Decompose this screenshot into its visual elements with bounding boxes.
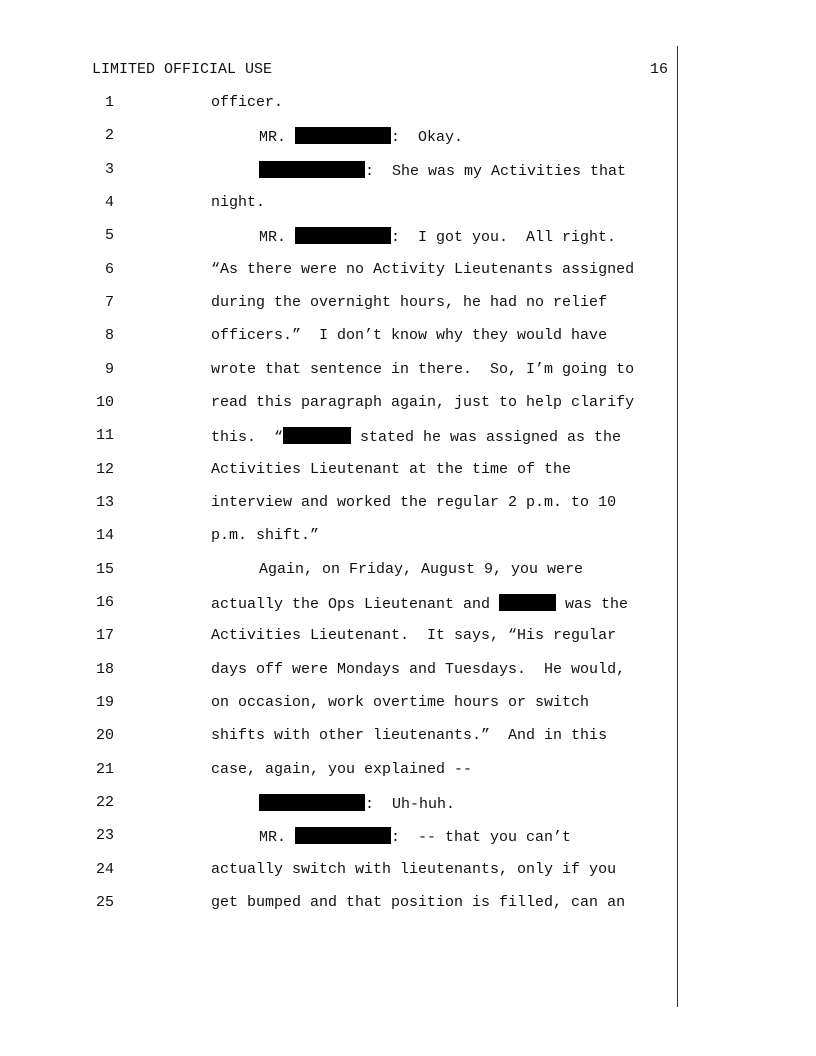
line-text: interview and worked the regular 2 p.m. to 10	[211, 494, 617, 511]
redaction-box	[259, 794, 365, 811]
transcript-line	[0, 594, 680, 614]
line-text: MR. : -- that you can’t	[259, 829, 572, 846]
transcript-line	[0, 794, 680, 814]
redaction-box	[499, 594, 556, 611]
line-number: 8	[104, 327, 114, 344]
transcript-line	[0, 694, 680, 714]
line-text: actually switch with lieutenants, only if you	[211, 861, 617, 878]
line-text: case, again, you explained --	[211, 761, 473, 778]
classification-header: LIMITED OFFICIAL USE	[92, 61, 273, 78]
transcript-line	[0, 627, 680, 647]
line-text: officer.	[211, 94, 284, 111]
transcript-line	[0, 494, 680, 514]
transcript-line	[0, 661, 680, 681]
line-number: 14	[95, 527, 114, 544]
transcript-line	[0, 894, 680, 914]
transcript-line	[0, 294, 680, 314]
line-number: 12	[95, 461, 114, 478]
page-number: 16	[649, 61, 668, 78]
line-number: 24	[95, 861, 114, 878]
line-number: 10	[95, 394, 114, 411]
redaction-box	[295, 127, 391, 144]
line-number: 17	[95, 627, 114, 644]
redaction-box	[295, 227, 391, 244]
line-number: 19	[95, 694, 114, 711]
line-number: 15	[95, 561, 114, 578]
line-number: 11	[95, 427, 114, 444]
line-number: 4	[104, 194, 114, 211]
line-text: night.	[211, 194, 266, 211]
transcript-line	[0, 194, 680, 214]
line-text: MR. : Okay.	[259, 129, 464, 146]
transcript-line	[0, 327, 680, 347]
transcript-line	[0, 527, 680, 547]
line-number: 16	[95, 594, 114, 611]
line-text: officers.” I don’t know why they would have	[211, 327, 608, 344]
redaction-box	[259, 161, 365, 178]
transcript-line	[0, 394, 680, 414]
line-text: read this paragraph again, just to help clarify	[211, 394, 635, 411]
transcript-line	[0, 561, 680, 581]
line-number: 5	[104, 227, 114, 244]
line-number: 6	[104, 261, 114, 278]
transcript-line	[0, 227, 680, 247]
line-text: Again, on Friday, August 9, you were	[259, 561, 584, 578]
line-text: shifts with other lieutenants.” And in this	[211, 727, 608, 744]
transcript-line	[0, 94, 680, 114]
transcript-line	[0, 261, 680, 281]
line-number: 20	[95, 727, 114, 744]
transcript-line	[0, 761, 680, 781]
line-number: 21	[95, 761, 114, 778]
line-text: p.m. shift.”	[211, 527, 320, 544]
transcript-line	[0, 727, 680, 747]
line-number: 22	[95, 794, 114, 811]
line-text: get bumped and that position is filled, can an	[211, 894, 626, 911]
line-text: on occasion, work overtime hours or switch	[211, 694, 590, 711]
line-number: 1	[104, 94, 114, 111]
transcript-line	[0, 827, 680, 847]
line-text: : She was my Activities that	[259, 161, 626, 180]
line-text: wrote that sentence in there. So, I’m going to	[211, 361, 635, 378]
line-number: 2	[104, 127, 114, 144]
line-text: “As there were no Activity Lieutenants assigned	[211, 261, 635, 278]
transcript-line	[0, 461, 680, 481]
line-text: during the overnight hours, he had no relief	[211, 294, 608, 311]
line-number: 23	[95, 827, 114, 844]
line-text: this. “ stated he was assigned as the	[211, 429, 622, 446]
redaction-box	[295, 827, 391, 844]
redaction-box	[283, 427, 351, 444]
line-text: MR. : I got you. All right.	[259, 229, 617, 246]
transcript-line	[0, 361, 680, 381]
line-text: days off were Mondays and Tuesdays. He would,	[211, 661, 626, 678]
line-number: 3	[104, 161, 114, 178]
line-text: : Uh-huh.	[259, 794, 455, 813]
line-number: 7	[104, 294, 114, 311]
transcript-line	[0, 127, 680, 147]
line-number: 18	[95, 661, 114, 678]
line-number: 25	[95, 894, 114, 911]
transcript-line	[0, 861, 680, 881]
line-text: actually the Ops Lieutenant and was the	[211, 596, 629, 613]
transcript-line	[0, 427, 680, 447]
line-number: 13	[95, 494, 114, 511]
line-text: Activities Lieutenant. It says, “His regular	[211, 627, 617, 644]
line-number: 9	[104, 361, 114, 378]
transcript-line	[0, 161, 680, 181]
line-text: Activities Lieutenant at the time of the	[211, 461, 572, 478]
